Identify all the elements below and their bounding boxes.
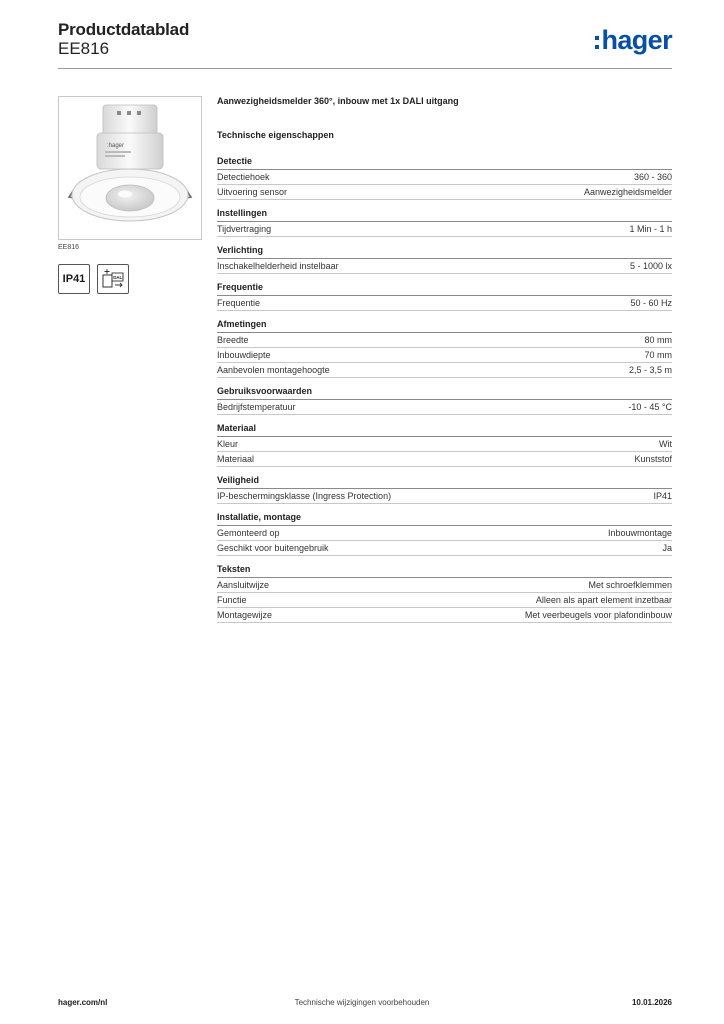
product-description: Aanwezigheidsmelder 360°, inbouw met 1x DALI uitgang xyxy=(217,96,459,106)
dali-badge-text: DALI xyxy=(113,275,124,281)
spec-label: IP-beschermingsklasse (Ingress Protection) xyxy=(217,491,392,501)
spec-value: Inbouwmontage xyxy=(607,528,672,538)
spec-value: 5 - 1000 lx xyxy=(629,261,672,271)
spec-value: Aanwezigheidsmelder xyxy=(583,187,672,197)
spec-value: 360 - 360 xyxy=(633,172,672,182)
spec-group-title: Verlichting xyxy=(217,245,672,259)
footer-date: 10.01.2026 xyxy=(631,998,672,1007)
spec-row xyxy=(217,259,672,274)
spec-row xyxy=(217,400,672,415)
spec-row xyxy=(217,170,672,185)
spec-label: Aanbevolen montagehoogte xyxy=(217,365,330,375)
spec-group-title: Teksten xyxy=(217,564,672,578)
spec-row xyxy=(217,489,672,504)
spec-value: Kunststof xyxy=(634,454,672,464)
spec-row xyxy=(217,185,672,200)
spec-group-title: Instellingen xyxy=(217,208,672,222)
image-caption: EE816 xyxy=(58,244,80,251)
spec-value: 70 mm xyxy=(644,350,672,360)
spec-label: Aansluitwijze xyxy=(217,580,270,590)
spec-group xyxy=(217,156,672,200)
spec-row xyxy=(217,608,672,623)
spec-value: IP41 xyxy=(653,491,672,501)
dali-badge xyxy=(97,264,129,294)
header-divider xyxy=(58,68,672,69)
footer-disclaimer: Technische wijzigingen voorbehouden xyxy=(294,998,430,1007)
spec-group-title: Installatie, montage xyxy=(217,512,672,526)
presence-detector-illustration xyxy=(59,97,201,239)
spec-label: Bedrijfstemperatuur xyxy=(217,402,296,412)
spec-value: Met veerbeugels voor plafondinbouw xyxy=(524,610,672,620)
spec-label: Functie xyxy=(217,595,247,605)
ip-rating-text: IP41 xyxy=(62,273,86,285)
spec-value: 80 mm xyxy=(644,335,672,345)
spec-groups xyxy=(217,156,672,623)
spec-label: Inschakelhelderheid instelbaar xyxy=(217,261,339,271)
section-heading: Technische eigenschappen xyxy=(217,130,334,140)
spec-group xyxy=(217,475,672,504)
spec-label: Montagewijze xyxy=(217,610,273,620)
logo-dots-icon xyxy=(595,36,599,49)
spec-value: Met schroefklemmen xyxy=(588,580,672,590)
spec-group xyxy=(217,319,672,378)
dali-device-icon xyxy=(98,265,128,293)
spec-label: Frequentie xyxy=(217,298,261,308)
spec-label: Detectiehoek xyxy=(217,172,270,182)
spec-group-title: Materiaal xyxy=(217,423,672,437)
spec-row xyxy=(217,578,672,593)
spec-row xyxy=(217,296,672,311)
spec-group xyxy=(217,423,672,467)
spec-group xyxy=(217,512,672,556)
spec-row xyxy=(217,541,672,556)
document-title: Productdatablad xyxy=(58,20,190,39)
spec-group-title: Afmetingen xyxy=(217,319,672,333)
spec-value: 2,5 - 3,5 m xyxy=(628,365,672,375)
spec-group-title: Frequentie xyxy=(217,282,672,296)
product-photo xyxy=(58,96,202,240)
svg-text::hager: :hager xyxy=(107,143,125,149)
spec-group xyxy=(217,386,672,415)
spec-group xyxy=(217,208,672,237)
spec-group-title: Veiligheid xyxy=(217,475,672,489)
spec-label: Kleur xyxy=(217,439,239,449)
spec-row xyxy=(217,363,672,378)
spec-row xyxy=(217,452,672,467)
spec-row xyxy=(217,437,672,452)
spec-value: Alleen als apart element inzetbaar xyxy=(535,595,672,605)
spec-group xyxy=(217,282,672,311)
spec-row xyxy=(217,222,672,237)
spec-value: Wit xyxy=(659,439,672,449)
spec-label: Gemonteerd op xyxy=(217,528,280,538)
ip-rating-badge xyxy=(58,264,90,294)
spec-label: Tijdvertraging xyxy=(217,224,272,234)
spec-label: Materiaal xyxy=(217,454,255,464)
spec-value: 50 - 60 Hz xyxy=(630,298,672,308)
spec-label: Geschikt voor buitengebruik xyxy=(217,543,329,553)
specifications xyxy=(217,96,672,631)
spec-label: Uitvoering sensor xyxy=(217,187,288,197)
spec-group-title: Gebruiksvoorwaarden xyxy=(217,386,672,400)
footer-website: hager.com/nl xyxy=(58,998,108,1007)
spec-row xyxy=(217,526,672,541)
logo-wordmark: hager xyxy=(601,25,672,55)
page-header xyxy=(58,20,672,66)
spec-group xyxy=(217,245,672,274)
spec-value: 1 Min - 1 h xyxy=(629,224,672,234)
spec-row xyxy=(217,348,672,363)
spec-group-title: Detectie xyxy=(217,156,672,170)
spec-row xyxy=(217,333,672,348)
spec-value: -10 - 45 °C xyxy=(628,402,672,412)
spec-label: Breedte xyxy=(217,335,249,345)
hager-logo xyxy=(595,25,672,55)
product-code: EE816 xyxy=(58,39,110,58)
spec-value: Ja xyxy=(662,543,672,553)
spec-group xyxy=(217,564,672,623)
spec-row xyxy=(217,593,672,608)
spec-label: Inbouwdiepte xyxy=(217,350,271,360)
